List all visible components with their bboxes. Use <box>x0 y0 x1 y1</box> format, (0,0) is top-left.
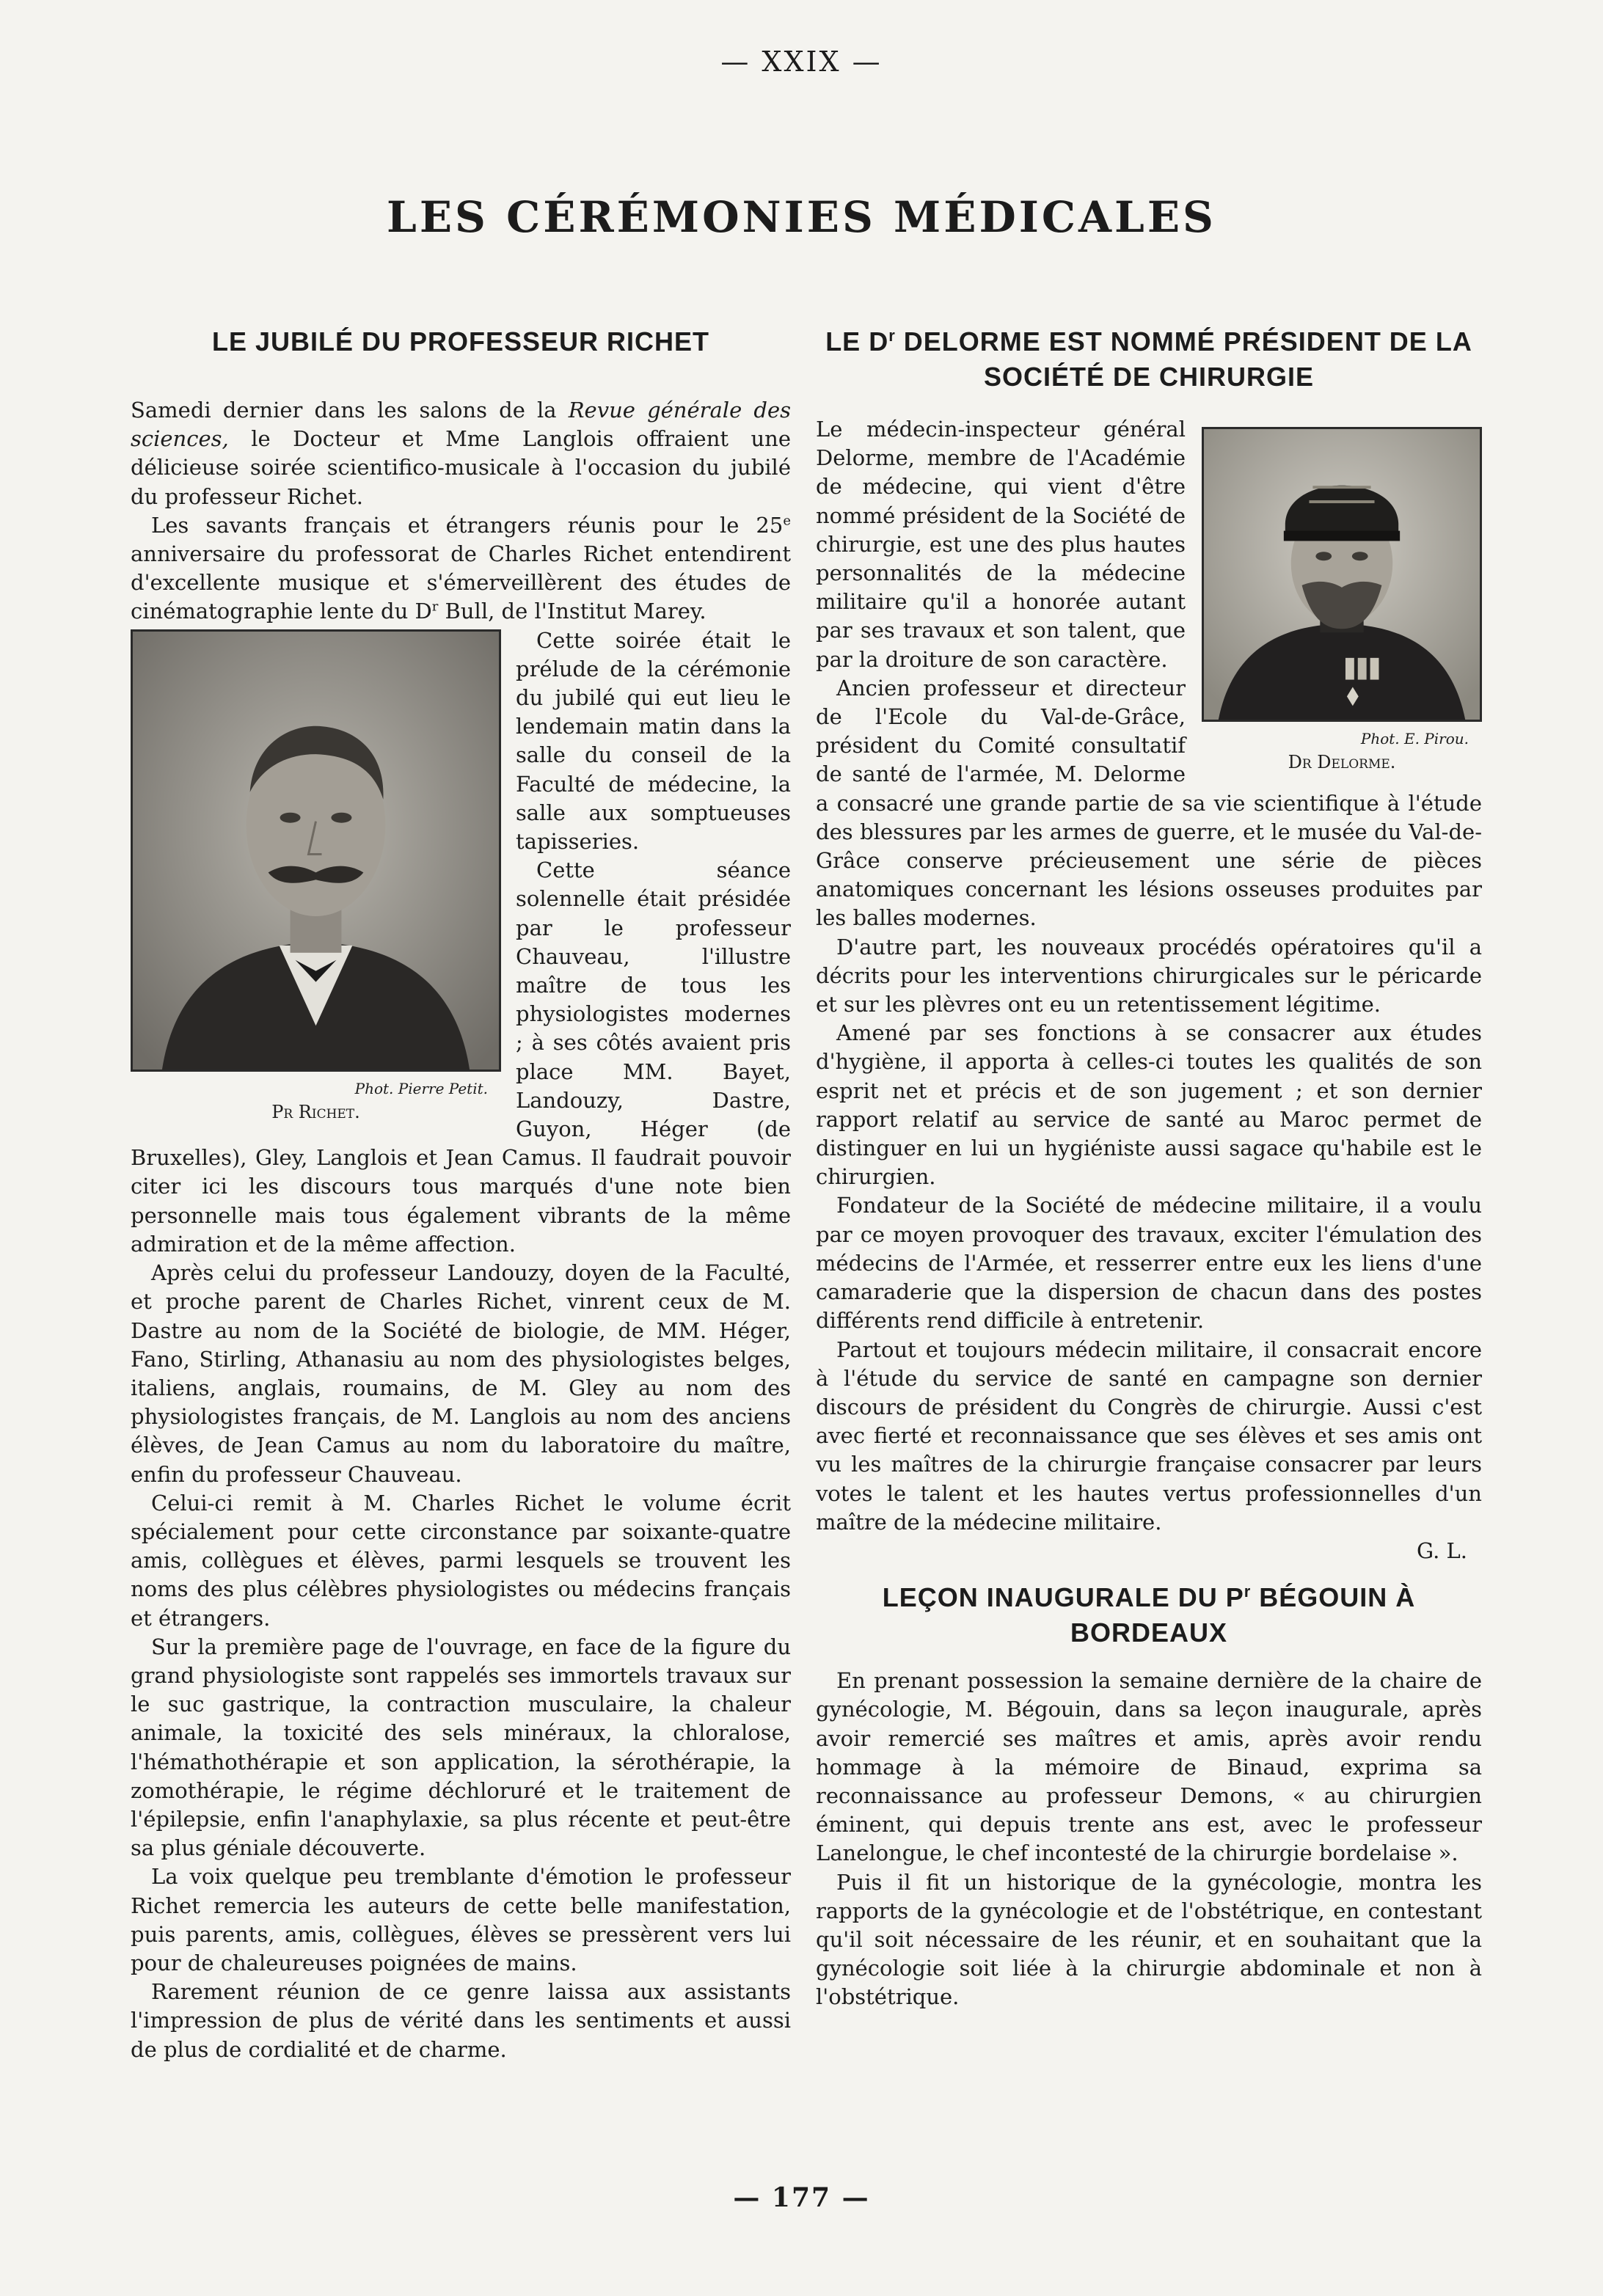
left-column <box>131 324 791 2064</box>
page-number: — 177 — <box>733 2182 870 2213</box>
richet-paragraph: Celui-ci remit à M. Charles Richet le volume écrit spécialement pour cette circonstance par soixante-quatre amis, collègues et élèves, parmi lesquels se trouvent les noms des plus célèbres physiologistes ou médecins français et étrangers. <box>131 1490 791 1631</box>
richet-portrait-photo <box>131 629 501 1072</box>
delorme-paragraph: Partout et toujours médecin militaire, il consacrait encore à l'étude du service de santé en campagne son dernier discours de président du Congrès de chirurgie. Aussi c'est avec fierté et reconnaissance que ses élèves et ses amis ont vu les maîtres de la chirurgie française consacrer par leurs votes le talent et les hautes vertus professionnelles d'un maître de la médecine militaire. <box>816 1337 1482 1535</box>
begouin-article-title: LEÇON INAUGURALE DU $P^r$ BÉGOUIN À BORDEAUX <box>882 1582 1416 1648</box>
delorme-portrait-photo <box>1202 427 1482 722</box>
richet-paragraph: La voix quelque peu tremblante d'émotion le professeur Richet remercia les auteurs de cette belle manifestation, puis parents, amis, collègues, élèves se pressèrent vers lui pour de chaleureuses poignées de mains. <box>131 1864 791 1975</box>
journal-name: Revue générale des sciences, <box>131 398 791 452</box>
begouin-paragraph: En prenant possession la semaine dernière de la chaire de gynécologie, M. Bégouin, dans sa leçon inaugurale, après avoir remercié ses maîtres et amis, après avoir rendu hommage à la mémoire de Binaud, exprima sa reconnaissance au professeur Demons, « au chirurgien éminent, qui depuis trente ans est, avec le professeur Lanelongue, le chef incontesté de la chirurgie bordelaise ». <box>816 1668 1482 1866</box>
delorme-paragraph: Fondateur de la Société de médecine militaire, il a voulu par ce moyen provoquer des travaux, exciter l'émulation des médecins de l'Armée, et resserrer entre eux les liens d'une camaraderie que la dispersion de chacun dans des postes différents rend difficile à entretenir. <box>816 1193 1482 1334</box>
page-title: LES CÉRÉMONIES MÉDICALES <box>387 192 1216 242</box>
richet-paragraph: Rarement réunion de ce genre laissa aux assistants l'impression de plus de vérité dans les sentiments et aussi de plus de cordialité et de charme. <box>131 1979 791 2062</box>
richet-paragraph: Après celui du professeur Landouzy, doyen de la Faculté, et proche parent de Charles Richet, vinrent ceux de M. Dastre au nom de la Société de biologie, de MM. Héger, Fano, Stirling, Athanasiu au nom des physiologistes belges, italiens, anglais, roumains, de M. Gley au nom des physiologistes français, de M. Langlois au nom des anciens élèves, de Jean Camus au nom du laboratoire du maître, enfin du professeur Chauveau. <box>131 1260 791 1487</box>
richet-photo-credit: Phot. Pierre Petit. <box>354 1079 488 1097</box>
delorme-paragraph: Le médecin-inspecteur général Delorme, membre de l'Académie de médecine, qui vient d'être nommé président de la Société de chirurgie, est une des plus hautes personnalités de la médecine militaire qu'il a honorée autant par ses travaux et son talent, que par la droiture de son caractère. <box>816 417 1186 672</box>
delorme-paragraph: D'autre part, les nouveaux procédés opératoires qu'il a décrits pour les interventions chirurgicales sur le péricarde et sur les plèvres ont eu un retentissement légitime. <box>816 934 1482 1017</box>
richet-photo-caption: Pr Richet. <box>271 1101 360 1122</box>
delorme-figure <box>1202 427 1482 773</box>
richet-paragraph: Samedi dernier dans les salons de la Revue générale des sciences, le Docteur et Mme Langlois offraient une délicieuse soirée scientifico-musicale à l'occasion du jubilé du professeur Richet. <box>131 398 791 509</box>
article-signature: G. L. <box>1416 1538 1467 1563</box>
richet-figure <box>131 629 501 1123</box>
delorme-article-title: LE $D^r$ DELORME EST NOMMÉ PRÉSIDENT DE LA SOCIÉTÉ DE CHIRURGIE <box>825 326 1472 392</box>
richet-paragraph: Les savants français et étrangers réunis pour le 25e anniversaire du professorat de Charles Richet entendirent d'excellente musique et s'émerveillèrent des études de cinématographie lente du $D^r$ Bull, de l'Institut Marey. <box>131 512 791 624</box>
right-column <box>816 324 1482 2012</box>
delorme-paragraph: Amené par ses fonctions à se consacrer aux études d'hygiène, il apporta à celles-ci toutes les qualités de son esprit net et précis et de son jugement ; et son dernier rapport relatif au service de santé au Maroc permet de distinguer en lui un hygiéniste aussi sagace qu'habile est le chirurgien. <box>816 1020 1482 1190</box>
richet-article-title: LE JUBILÉ DU PROFESSEUR RICHET <box>211 326 710 357</box>
delorme-paragraph: Ancien professeur et directeur de l'Ecole du Val-de-Grâce, président du Comité consultatif de santé de l'armée, M. Delorme a consacré une grande partie de sa vie scientifique à l'étude des blessures par les armes de guerre, et le musée du Val-de-Grâce conserve précieusement une série de pièces anatomiques concernant les lésions osseuses produites par les balles modernes. <box>816 675 1482 931</box>
delorme-photo-caption: Dr Delorme. <box>1288 752 1396 772</box>
richet-paragraph: Cette séance solennelle était présidée par le professeur Chauveau, l'illustre maître de tous les physiologistes modernes ; à ses côtés avaient pris place MM. Bayet, Landouzy, Dastre, Guyon, Héger (de Bruxelles), Gley, Langlois et Jean Camus. Il faudrait pouvoir citer ici les discours tous marqués d'une note bien personnelle mais tous également vibrants de la même admiration et de la même affection. <box>131 858 791 1257</box>
richet-paragraph: Sur la première page de l'ouvrage, en face de la figure du grand physiologiste sont rappelés ses immortels travaux sur le suc gastrique, la contraction musculaire, la chaleur animale, la toxicité des sels minéraux, la chloralose, l'hémathothérapie et son application, la sérothérapie, la zomothérapie, le régime déchloruré et le traitement de l'épilepsie, enfin l'anaphylaxie, sa plus récente et peut-être sa plus géniale découverte. <box>131 1634 791 1861</box>
begouin-paragraph: Puis il fit un historique de la gynécologie, montra les rapports de la gynécologie et de l'obstétrique, en contestant qu'il soit nécessaire de les réunir, et en souhaitant que la gynécologie soit liée à la chirurgie abdominale et non à l'obstétrique. <box>816 1869 1482 2010</box>
richet-paragraph: Cette soirée était le prélude de la cérémonie du jubilé qui eut lieu le lendemain matin dans la salle du conseil de la Faculté de médecine, la salle aux somptueuses tapisseries. <box>516 627 791 855</box>
roman-page-number: — XXIX — <box>720 45 883 78</box>
delorme-photo-credit: Phot. E. Pirou. <box>1360 730 1469 747</box>
